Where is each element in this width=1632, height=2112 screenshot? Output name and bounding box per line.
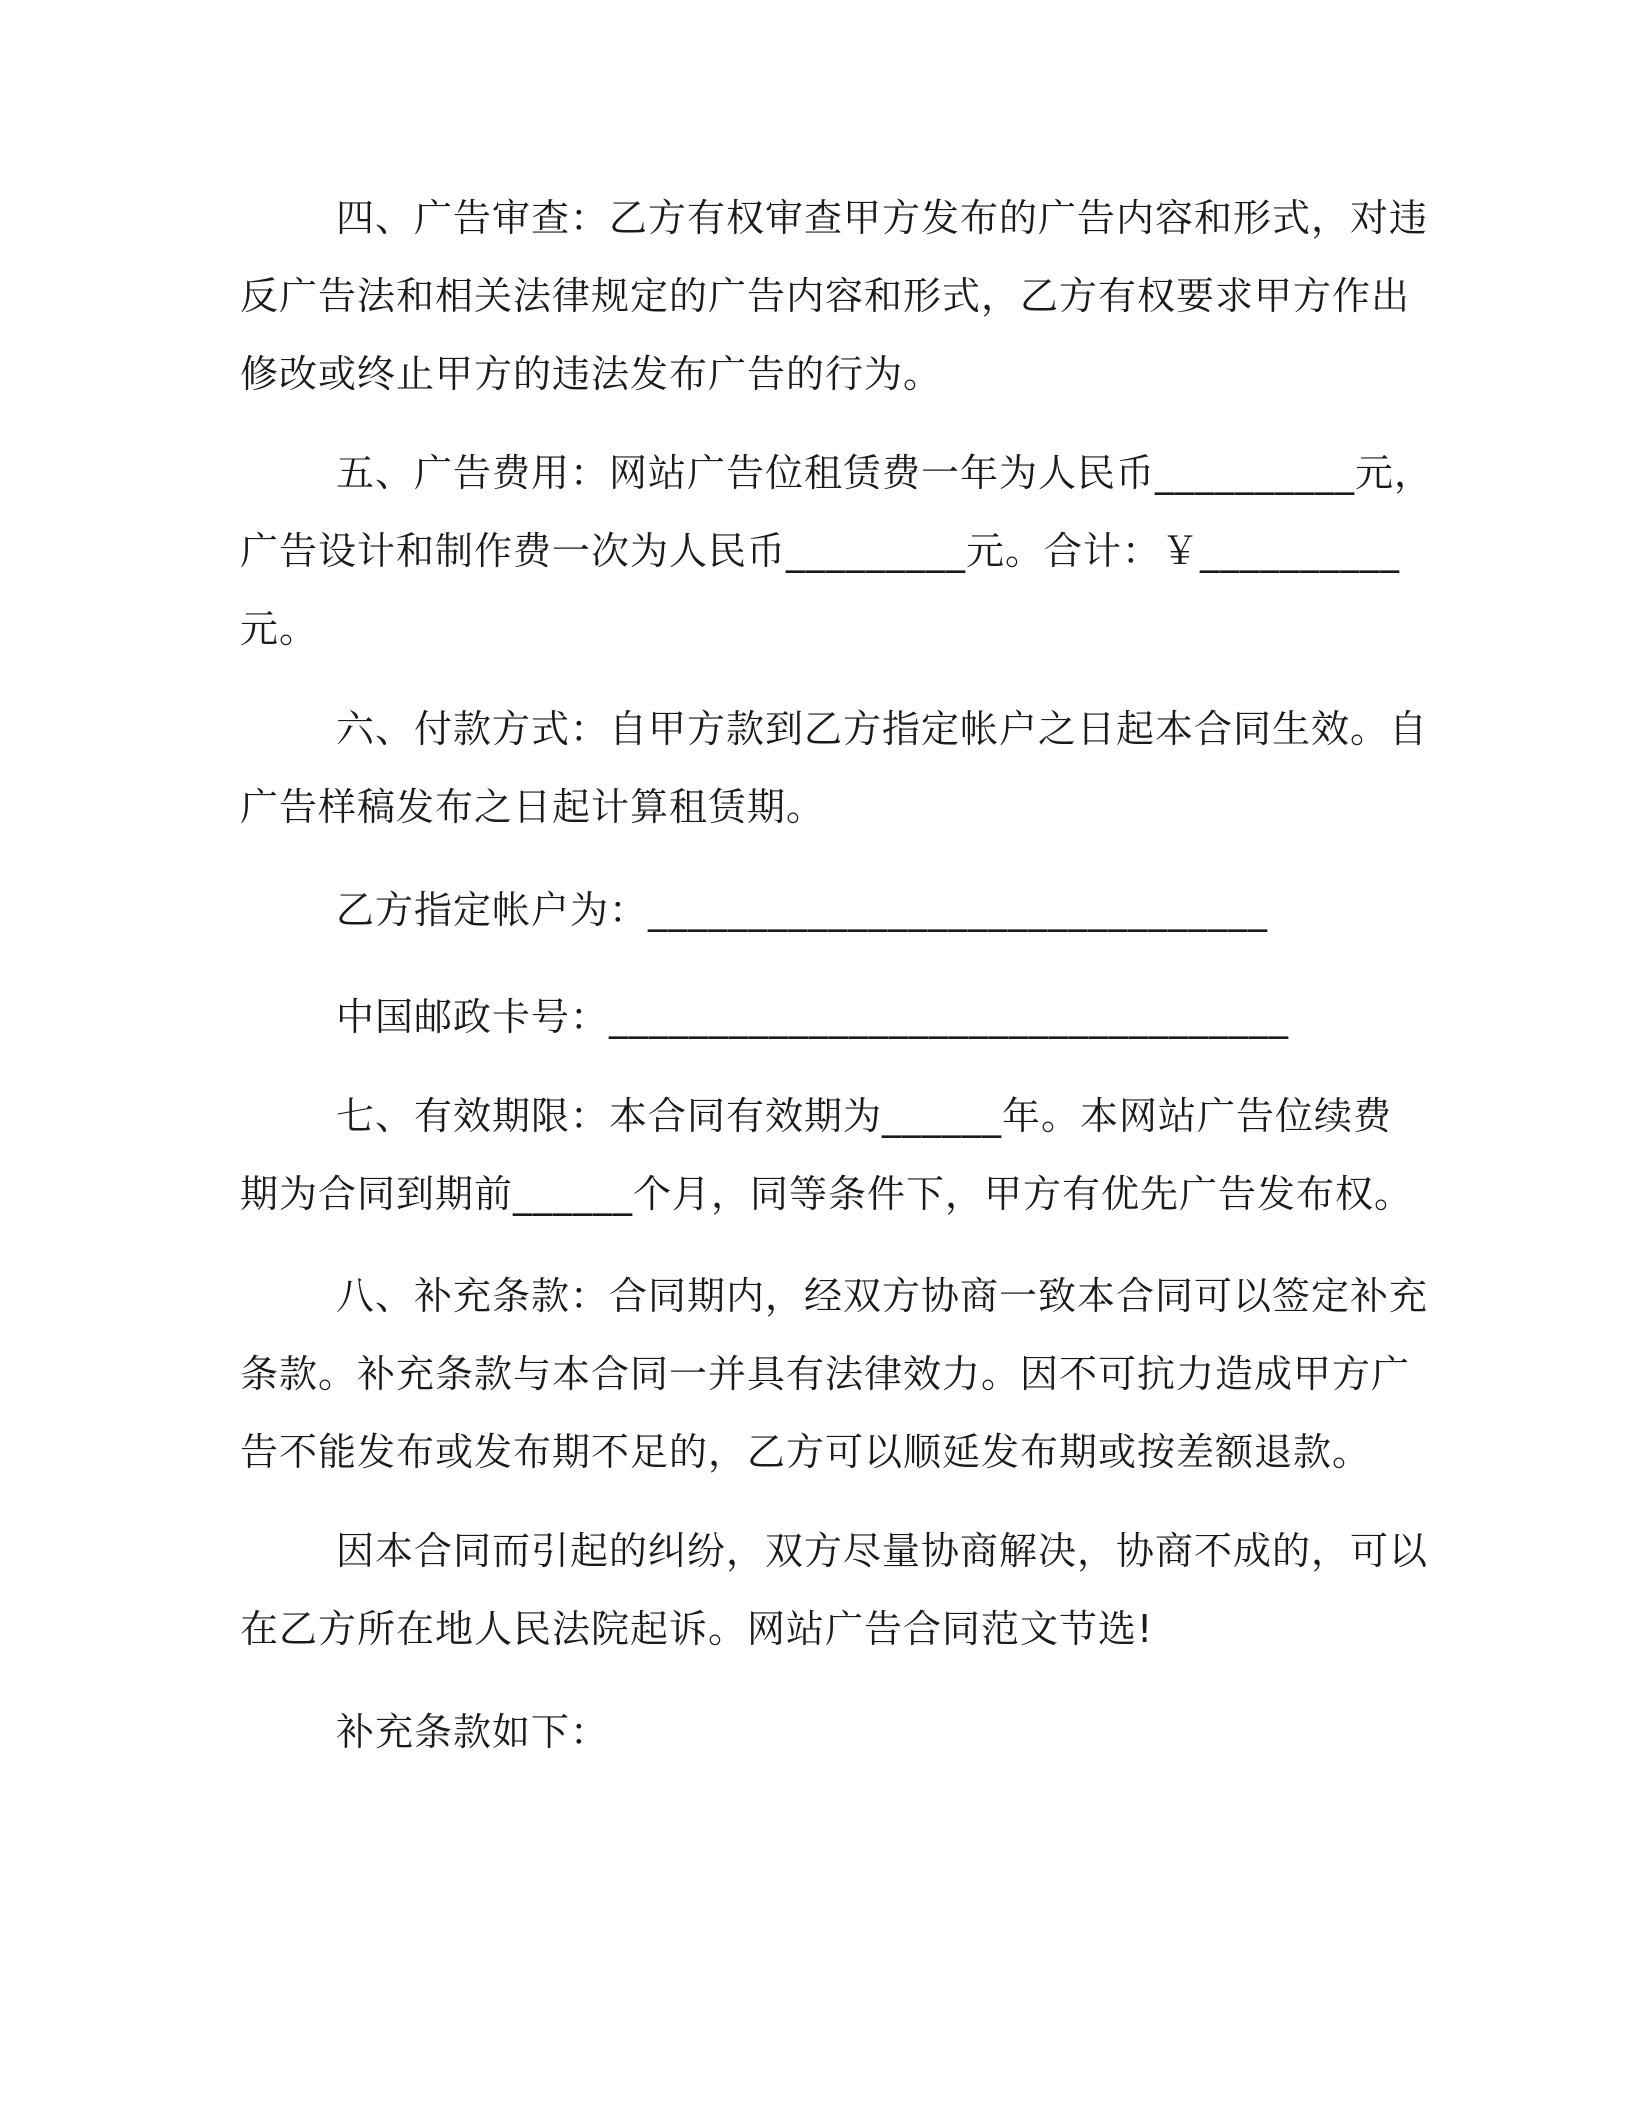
dispute-line-1: 因本合同而引起的纠纷，双方尽量协商解决，协商不成的，可以 <box>336 1529 1429 1573</box>
clause-5-ad-fees <box>240 434 1434 668</box>
clause-4-line-3: 修改或终止甲方的违法发布广告的行为。 <box>240 352 943 396</box>
clause-8-line-2: 条款。补充条款与本合同一并具有法律效力。因不可抗力造成甲方广 <box>240 1352 1411 1396</box>
clause-4-ad-review <box>240 179 1429 413</box>
clause-8-line-3: 告不能发布或发布期不足的，乙方可以顺延发布期或按差额退款。 <box>240 1430 1372 1474</box>
clause-5-line-3: 元。 <box>240 607 319 651</box>
clause-4-line-2: 反广告法和相关法律规定的广告内容和形式，乙方有权要求甲方作出 <box>240 274 1411 318</box>
clause-6-line-2: 广告样稿发布之日起计算租赁期。 <box>240 785 826 829</box>
dispute-resolution <box>240 1512 1429 1668</box>
clause-6-payment <box>240 690 1429 846</box>
clause-7-line-2: 期为合同到期前______个月，同等条件下，甲方有优先广告发布权。 <box>240 1172 1414 1216</box>
account-field: 乙方指定帐户为：_______________________________ <box>336 888 1269 932</box>
dispute-line-2: 在乙方所在地人民法院起诉。网站广告合同范文节选! <box>240 1607 1154 1651</box>
clause-7-line-1: 七、有效期限：本合同有效期为______年。本网站广告位续费 <box>336 1094 1393 1138</box>
clause-4-line-1: 四、广告审查：乙方有权审查甲方发布的广告内容和形式，对违 <box>336 196 1429 240</box>
clause-7-validity <box>240 1077 1414 1233</box>
postal-card-field: 中国邮政卡号：__________________________________ <box>336 995 1290 1039</box>
clause-8-line-1: 八、补充条款：合同期内，经双方协商一致本合同可以签定补充 <box>336 1274 1429 1318</box>
clause-5-line-1: 五、广告费用：网站广告位租赁费一年为人民币__________元， <box>336 451 1434 495</box>
supplement-heading: 补充条款如下： <box>336 1710 610 1754</box>
clause-5-line-2: 广告设计和制作费一次为人民币_________元。合计：￥__________ <box>240 529 1401 573</box>
clause-6-line-1: 六、付款方式：自甲方款到乙方指定帐户之日起本合同生效。自 <box>336 707 1429 751</box>
clause-8-supplementary <box>240 1257 1429 1491</box>
